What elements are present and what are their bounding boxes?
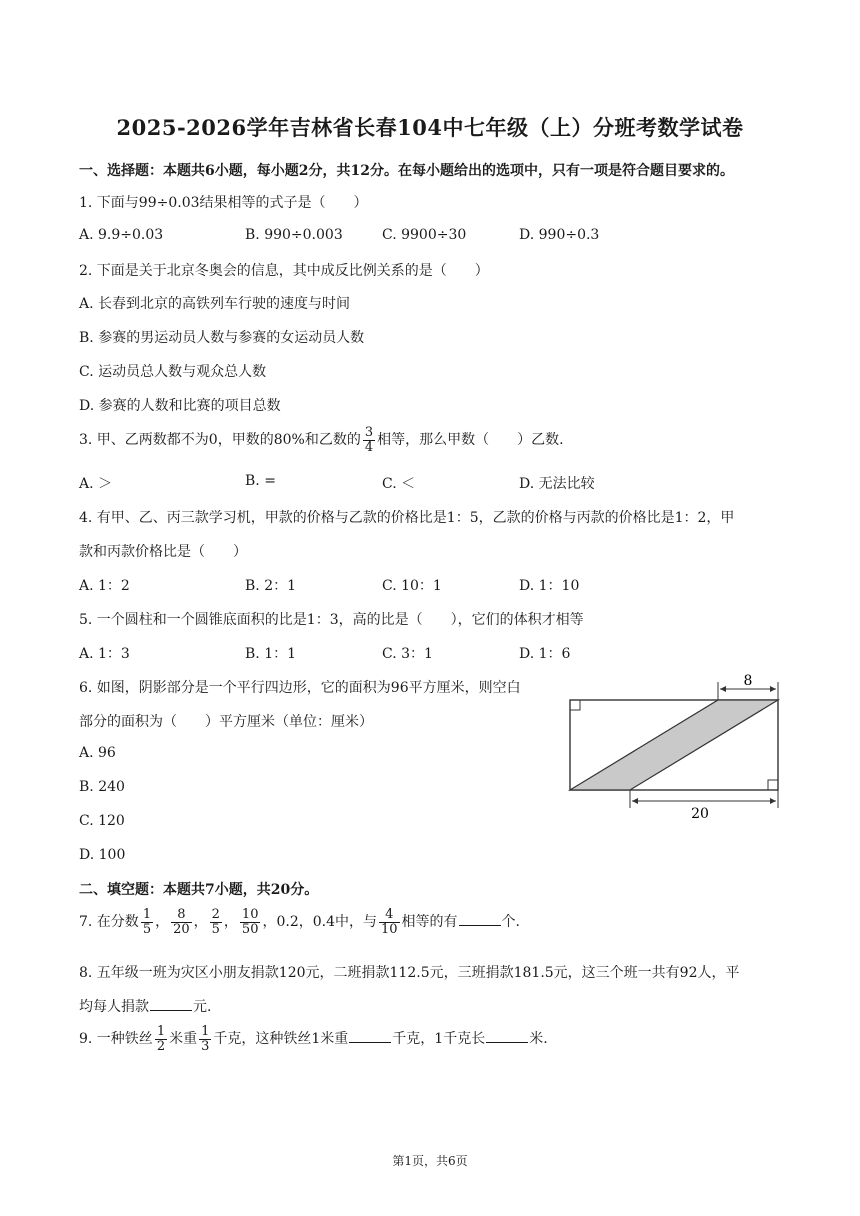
q4-stem-line1: 4. 有甲、乙、丙三款学习机，甲款的价格与乙款的价格比是1：5，乙款的价格与丙款的价格比是1：2，甲 [79, 510, 735, 526]
q9-mid2: 千克，这种铁丝1米重 [213, 1031, 349, 1048]
q6-parallelogram-figure [560, 668, 790, 828]
q3-stem [79, 426, 564, 454]
q6-stem-line1: 6. 如图，阴影部分是一个平行四边形，它的面积为96平方厘米，则空白 [79, 680, 521, 696]
q7-sep-1: ， [155, 914, 170, 931]
q7-ref-fraction [379, 908, 400, 936]
q4-stem-line2: 款和丙款价格比是（ ） [79, 544, 247, 560]
q7-stem [79, 908, 520, 936]
q5-option-d: D. 1：6 [519, 646, 571, 662]
q7-fraction-1 [141, 908, 153, 936]
q7-suffix-b: 个. [501, 914, 520, 931]
q9-suffix: 米. [529, 1031, 548, 1048]
q3-frac-num: 3 [364, 425, 374, 440]
q9-prefix: 9. 一种铁丝 [79, 1031, 153, 1048]
q9-mid3: 千克，1千克长 [392, 1031, 486, 1048]
top-dim-arrow-left-icon [720, 686, 726, 692]
exam-title: 2025-2026学年吉林省长春104中七年级（上）分班考数学试卷 [116, 115, 744, 140]
q3-option-c: C. ＜ [382, 476, 416, 492]
q8-stem-line1: 8. 五年级一班为灾区小朋友捐款120元，二班捐款112.5元，三班捐款181.5元，这三个班一共有92人，平 [79, 965, 740, 981]
q7-suffix-a: 相等的有 [401, 914, 458, 931]
q4-option-c: C. 10：1 [382, 578, 442, 594]
top-dim-label: 8 [743, 673, 753, 689]
q7-frac3-den: 5 [211, 921, 220, 937]
top-dim-arrow-right-icon [770, 686, 776, 692]
q3-fraction [363, 426, 375, 454]
q7-frac1-num: 1 [142, 907, 152, 922]
q3-frac-den: 4 [364, 439, 374, 455]
q7-frac1-den: 5 [142, 921, 152, 937]
q7-sep-3: ， [223, 914, 238, 931]
q7-fraction-2 [171, 908, 192, 936]
bottom-dim-label: 20 [691, 806, 709, 822]
q6-option-c: C. 120 [79, 813, 125, 829]
q2-option-d: D. 参赛的人数和比赛的项目总数 [79, 398, 281, 414]
q5-option-c: C. 3：1 [382, 646, 433, 662]
q3-stem-part2: 相等，那么甲数（ ）乙数. [377, 432, 564, 449]
q6-option-b: B. 240 [79, 779, 125, 795]
q9-answer-blank-1[interactable] [349, 1041, 391, 1043]
q9-f1-num: 1 [156, 1024, 166, 1039]
q8-line2-prefix: 均每人捐款 [79, 999, 149, 1015]
q7-frac4-num: 10 [241, 907, 259, 922]
q3-stem-part1: 3. 甲、乙两数都不为0，甲数的80%和乙数的 [79, 432, 361, 449]
q5-option-a: A. 1：3 [79, 646, 130, 662]
q5-stem: 5. 一个圆柱和一个圆锥底面积的比是1：3，高的比是（ ），它们的体积才相等 [79, 612, 584, 628]
q1-option-a: A. 9.9÷0.03 [79, 227, 164, 243]
q8-stem-line2 [79, 996, 211, 1016]
page-footer: 第1页，共6页 [392, 1154, 468, 1168]
q9-answer-blank-2[interactable] [486, 1041, 528, 1043]
q4-option-b: B. 2：1 [245, 578, 297, 594]
q1-stem: 1. 下面与99÷0.03结果相等的式子是（ ） [79, 195, 368, 211]
q7-fraction-3 [210, 908, 222, 936]
q1-option-b: B. 990÷0.003 [245, 227, 343, 243]
q4-option-d: D. 1：10 [519, 578, 580, 594]
bottom-dim-arrow-right-icon [770, 798, 776, 804]
q3-option-d: D. 无法比较 [519, 476, 595, 492]
q2-option-a: A. 长春到北京的高铁列车行驶的速度与时间 [79, 296, 351, 312]
q7-sep-2: ， [193, 914, 208, 931]
q7-frac3-num: 2 [211, 907, 220, 922]
q7-ref-den: 10 [381, 921, 398, 937]
q9-mid1: 米重 [169, 1031, 198, 1048]
q9-fraction-1 [155, 1025, 167, 1053]
q9-stem [79, 1025, 548, 1053]
q9-f2-den: 3 [201, 1038, 210, 1054]
q1-option-c: C. 9900÷30 [382, 227, 467, 243]
q6-option-d: D. 100 [79, 847, 126, 863]
q7-mid: ，0.2，0.4中，与 [262, 914, 377, 931]
q1-option-d: D. 990÷0.3 [519, 227, 600, 243]
q9-f2-num: 1 [201, 1024, 210, 1039]
q2-option-b: B. 参赛的男运动员人数与参赛的女运动员人数 [79, 330, 365, 346]
q2-stem: 2. 下面是关于北京冬奥会的信息，其中成反比例关系的是（ ） [79, 263, 489, 279]
q7-frac2-num: 8 [177, 907, 186, 922]
q7-ref-num: 4 [385, 907, 394, 922]
q3-option-a: A. ＞ [79, 476, 113, 492]
section2-heading: 二、填空题：本题共7小题，共20分。 [79, 882, 319, 898]
q8-answer-blank[interactable] [150, 1009, 192, 1011]
q8-line2-suffix: 元. [193, 999, 212, 1015]
q7-frac2-den: 20 [173, 921, 190, 937]
q4-option-a: A. 1：2 [79, 578, 130, 594]
q3-option-b: B. = [245, 473, 276, 489]
bottom-dim-arrow-left-icon [632, 798, 638, 804]
q6-stem-line2: 部分的面积为（ ）平方厘米（单位：厘米） [79, 714, 373, 730]
q7-answer-blank[interactable] [459, 924, 501, 926]
q7-fraction-4 [240, 908, 261, 936]
section1-heading: 一、选择题：本题共6小题，每小题2分，共12分。在每小题给出的选项中，只有一项是符合题目要求的。 [79, 163, 734, 179]
q9-fraction-2 [199, 1025, 211, 1053]
q2-option-c: C. 运动员总人数与观众总人数 [79, 364, 267, 380]
q7-prefix: 7. 在分数 [79, 914, 139, 931]
q6-option-a: A. 96 [79, 745, 116, 761]
q5-option-b: B. 1：1 [245, 646, 297, 662]
q9-f1-den: 2 [156, 1038, 166, 1054]
q7-frac4-den: 50 [241, 921, 259, 937]
